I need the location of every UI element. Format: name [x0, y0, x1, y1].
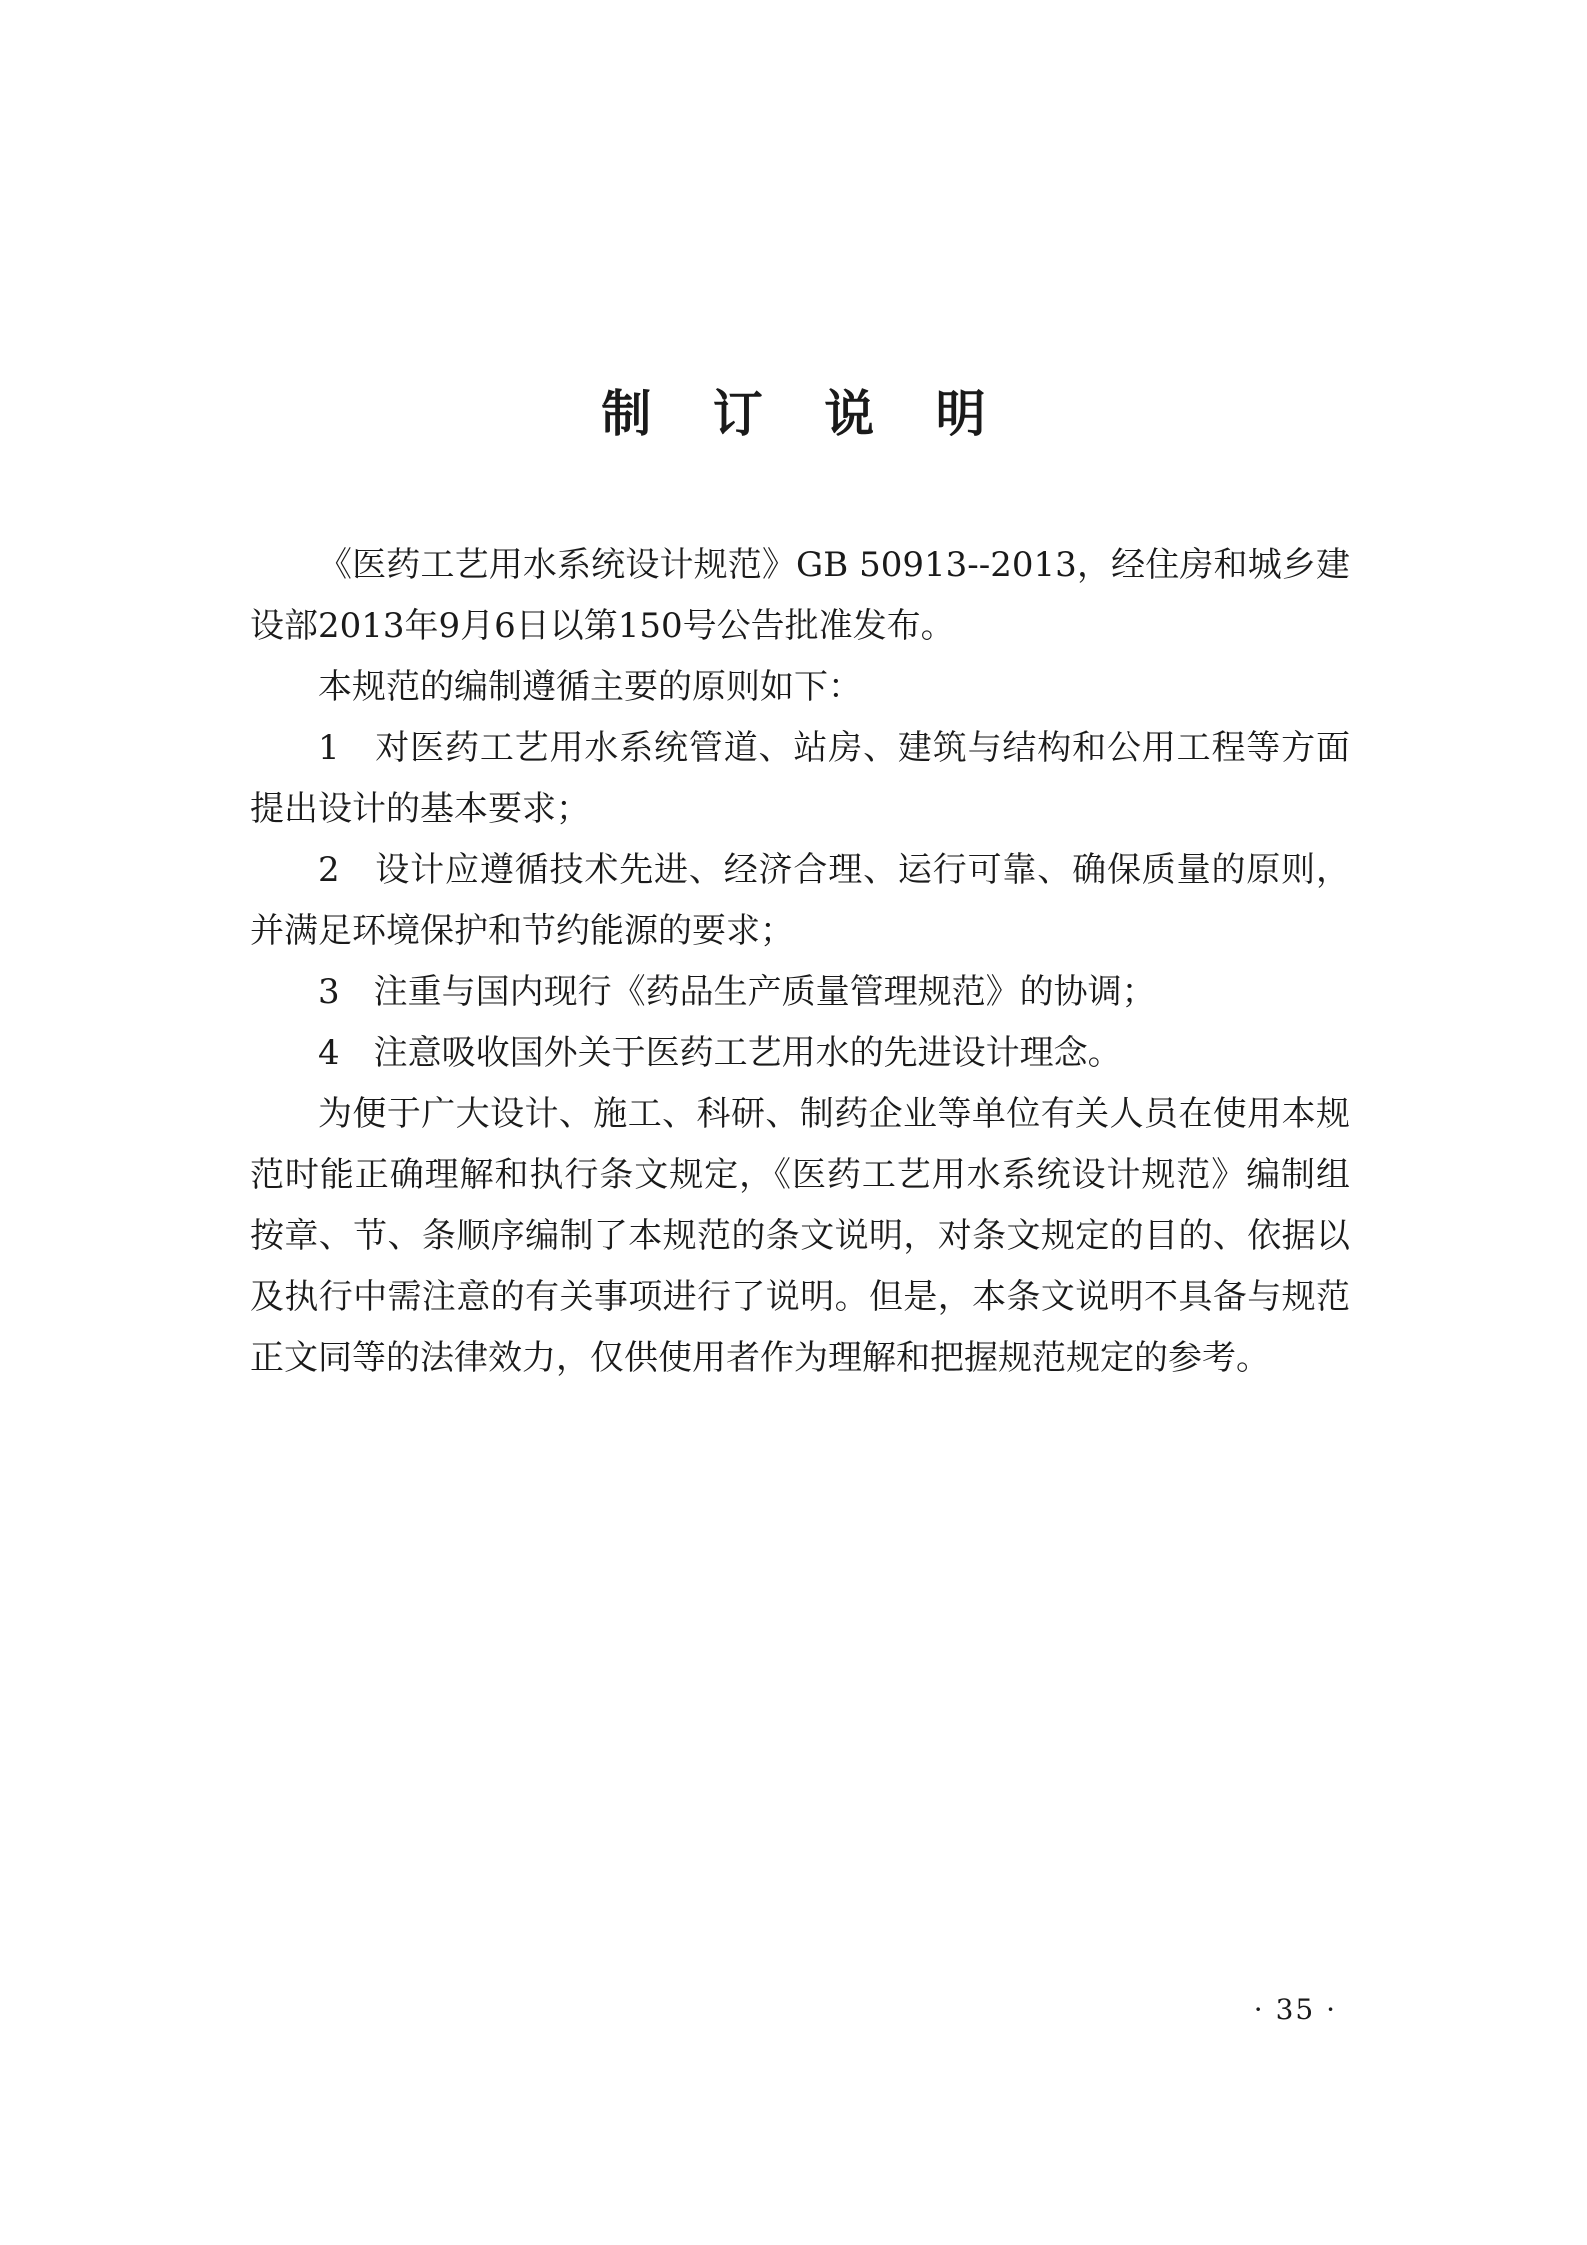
paragraph-principles-heading: 本规范的编制遵循主要的原则如下： — [318, 667, 862, 707]
paragraph-intro: 《医药工艺用水系统设计规范》GB 50913--2013，经住房和城乡建设部2013年9月6日以第150号公告批准发布。 — [250, 545, 1350, 646]
principle-item-3: 3 注重与国内现行《药品生产质量管理规范》的协调； — [318, 972, 1156, 1012]
principle-item-1: 1 对医药工艺用水系统管道、站房、建筑与结构和公用工程等方面提出设计的基本要求； — [250, 728, 1350, 829]
page-number: · 35 · — [1253, 1993, 1337, 2026]
principle-item-4: 4 注意吸收国外关于医药工艺用水的先进设计理念。 — [318, 1033, 1122, 1073]
page-title: 制 订 说 明 — [601, 384, 1008, 443]
principle-item-2: 2 设计应遵循技术先进、经济合理、运行可靠、确保质量的原则，并满足环境保护和节约能源的要求； — [250, 850, 1350, 951]
paragraph-explanation: 为便于广大设计、施工、科研、制药企业等单位有关人员在使用本规范时能正确理解和执行条文规定，《医药工艺用水系统设计规范》编制组按章、节、条顺序编制了本规范的条文说明，对条文规定的目的、依据以及执行中需注意的有关事项进行了说明。但是，本条文说明不具备与规范正文同等的法律效力，仅供使用者作为理解和把握规范规定的参考。 — [250, 1094, 1350, 1378]
document-body — [250, 535, 1350, 1389]
